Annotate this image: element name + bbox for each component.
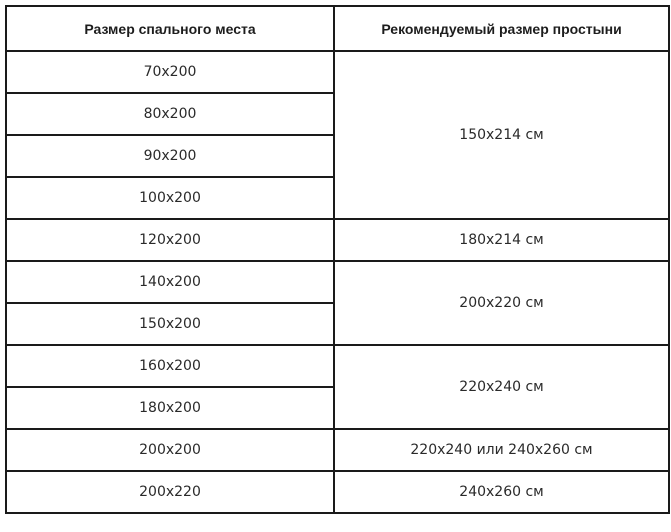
bed-size-cell: 180x200 [6, 387, 334, 429]
bed-size-cell: 70x200 [6, 51, 334, 93]
bed-size-cell: 200x200 [6, 429, 334, 471]
bed-size-cell: 80x200 [6, 93, 334, 135]
sheet-size-cell: 240x260 см [334, 471, 669, 513]
table-row [6, 345, 669, 387]
sheet-size-cell: 150x214 см [334, 51, 669, 219]
table-row [6, 219, 669, 261]
bed-size-cell: 90x200 [6, 135, 334, 177]
table-header-row [6, 6, 669, 51]
sheet-size-cell: 220x240 или 240x260 см [334, 429, 669, 471]
header-bed-size: Размер спального места [6, 6, 334, 51]
header-sheet-size: Рекомендуемый размер простыни [334, 6, 669, 51]
sheet-size-cell: 180x214 см [334, 219, 669, 261]
sheet-size-cell: 220x240 см [334, 345, 669, 429]
table-row [6, 51, 669, 93]
bed-size-cell: 100x200 [6, 177, 334, 219]
table-row [6, 429, 669, 471]
bed-size-cell: 160x200 [6, 345, 334, 387]
table-row [6, 261, 669, 303]
bed-size-cell: 200x220 [6, 471, 334, 513]
sheet-size-table [5, 5, 670, 514]
bed-size-cell: 120x200 [6, 219, 334, 261]
bed-size-cell: 150x200 [6, 303, 334, 345]
sheet-size-cell: 200x220 см [334, 261, 669, 345]
table-row [6, 471, 669, 513]
bed-size-cell: 140x200 [6, 261, 334, 303]
